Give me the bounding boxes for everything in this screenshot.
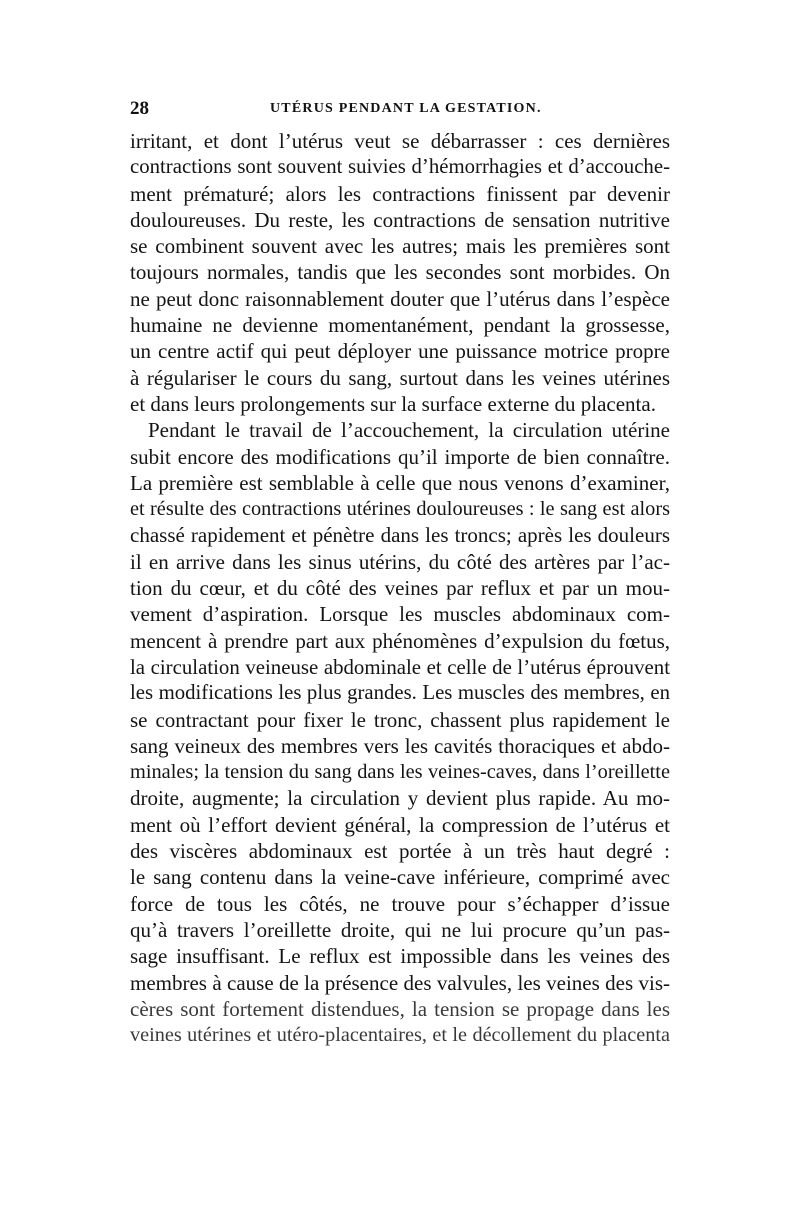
text-line: ment prématuré; alors les contractions finissent par devenir [130, 181, 670, 206]
text-line: humaine ne devienne momentanément, pendant la grossesse, [130, 313, 670, 338]
text-line: sage insuffisant. Le reflux est impossible dans les veines des [130, 944, 670, 969]
body-text [130, 128, 670, 1048]
text-line: force de tous les côtés, ne trouve pour s’échapper d’issue [130, 891, 670, 916]
text-line: les modifications les plus grandes. Les muscles des membres, en [130, 681, 670, 705]
text-line: le sang contenu dans la veine-cave inférieure, comprimé avec [130, 865, 670, 890]
running-head [130, 98, 670, 122]
paragraph-end-line: et dans leurs prolongements sur la surface externe du placenta. [130, 391, 656, 416]
text-line: contractions sont souvent suivies d’hémorrhagies et d’accouche- [130, 155, 670, 179]
text-line: il en arrive dans les sinus utérins, du côté des artères par l’ac- [130, 549, 670, 574]
text-line: droite, augmente; la circulation y devient plus rapide. Au mo- [130, 786, 670, 811]
text-line: ment où l’effort devient général, la compression de l’utérus et [130, 812, 670, 837]
text-line: veines utérines et utéro-placentaires, et le décollement du placenta [130, 1024, 670, 1047]
text-line: La première est semblable à celle que nous venons d’examiner, [130, 470, 670, 495]
text-line: subit encore des modifications qu’il importe de bien connaître. [130, 444, 670, 469]
text-line: sang veineux des membres vers les cavités thoraciques et abdo- [130, 733, 670, 758]
text-line: mencent à prendre part aux phénomènes d’expulsion du fœtus, [130, 628, 670, 653]
text-line: ne peut donc raisonnablement douter que l’utérus dans l’espèce [130, 286, 670, 311]
text-line: des viscères abdominaux est portée à un très haut degré : [130, 839, 670, 864]
text-line: et résulte des contractions utérines douloureuses : le sang est alors [130, 498, 670, 521]
text-line: se combinent souvent avec les autres; mais les premières sont [130, 234, 670, 259]
text-line: vement d’aspiration. Lorsque les muscles abdominaux com- [130, 602, 670, 627]
page-number: 28 [130, 98, 149, 119]
text-line: tion du cœur, et du côté des veines par reflux et par un mou- [130, 576, 670, 601]
text-line: minales; la tension du sang dans les veines-caves, dans l’oreillette [130, 761, 670, 784]
text-line: toujours normales, tandis que les secondes sont morbides. On [130, 260, 670, 285]
text-line: un centre actif qui peut déployer une puissance motrice propre [130, 339, 670, 364]
text-line: chassé rapidement et pénètre dans les troncs; après les douleurs [130, 523, 670, 548]
text-line: cères sont fortement distendues, la tension se propage dans les [130, 996, 670, 1021]
text-line: membres à cause de la présence des valvules, les veines des vis- [130, 970, 670, 995]
text-line: la circulation veineuse abdominale et celle de l’utérus éprouvent [130, 654, 670, 679]
text-line: se contractant pour fixer le tronc, chassent plus rapidement le [130, 707, 670, 732]
running-title: UTÉRUS PENDANT LA GESTATION. [270, 101, 542, 116]
paragraph-start-line: Pendant le travail de l’accouchement, la circulation utérine [148, 418, 670, 443]
text-line: à régulariser le cours du sang, surtout dans les veines utérines [130, 365, 670, 390]
text-line: qu’à travers l’oreillette droite, qui ne lui procure qu’un pas- [130, 917, 670, 942]
text-line: douloureuses. Du reste, les contractions de sensation nutritive [130, 207, 670, 232]
text-line: irritant, et dont l’utérus veut se débarrasser : ces dernières [130, 129, 670, 153]
